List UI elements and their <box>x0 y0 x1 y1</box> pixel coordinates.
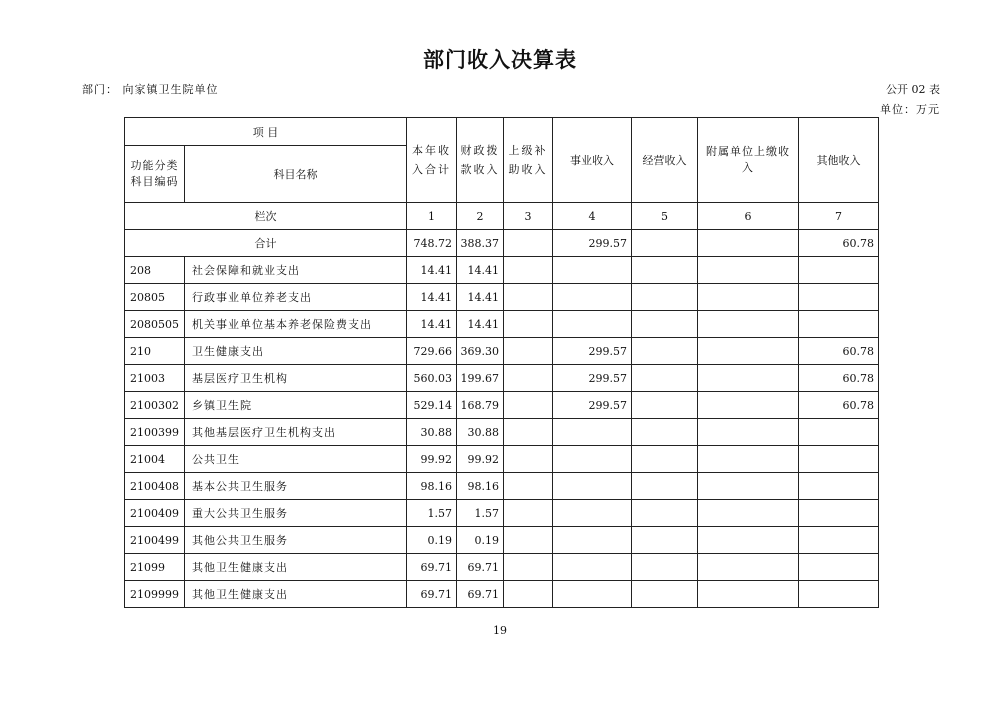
amount-cell <box>632 446 698 473</box>
col4-header: 事业收入 <box>553 118 632 203</box>
col1-header: 本年收入合计 <box>407 118 457 203</box>
amount-cell <box>504 284 553 311</box>
amount-cell <box>799 284 879 311</box>
col6-header: 附属单位上缴收入 <box>698 118 799 203</box>
amount-cell <box>698 473 799 500</box>
amount-cell <box>504 581 553 608</box>
col7-header: 其他收入 <box>799 118 879 203</box>
table-row <box>125 527 879 554</box>
amount-cell: 1.57 <box>407 500 457 527</box>
amount-cell <box>553 527 632 554</box>
amount-cell <box>504 392 553 419</box>
subject-code: 2100409 <box>125 500 185 527</box>
amount-cell <box>504 419 553 446</box>
amount-cell: 529.14 <box>407 392 457 419</box>
income-table <box>124 117 879 608</box>
amount-cell: 69.71 <box>457 554 504 581</box>
col-index: 4 <box>553 203 632 230</box>
amount-cell: 0.19 <box>407 527 457 554</box>
amount-cell: 369.30 <box>457 338 504 365</box>
amount-cell: 560.03 <box>407 365 457 392</box>
amount-cell <box>698 311 799 338</box>
amount-cell <box>504 554 553 581</box>
amount-cell <box>504 365 553 392</box>
subject-name: 其他卫生健康支出 <box>185 581 407 608</box>
subject-code: 2100499 <box>125 527 185 554</box>
subject-code: 2100302 <box>125 392 185 419</box>
subject-name: 其他公共卫生服务 <box>185 527 407 554</box>
amount-cell <box>698 257 799 284</box>
amount-cell <box>698 284 799 311</box>
amount-cell <box>698 554 799 581</box>
amount-cell <box>698 446 799 473</box>
amount-cell: 30.88 <box>407 419 457 446</box>
amount-cell <box>504 500 553 527</box>
amount-cell <box>553 419 632 446</box>
total-cell <box>698 230 799 257</box>
amount-cell: 299.57 <box>553 365 632 392</box>
col-index: 2 <box>457 203 504 230</box>
amount-cell <box>799 419 879 446</box>
subject-name: 社会保障和就业支出 <box>185 257 407 284</box>
amount-cell: 98.16 <box>457 473 504 500</box>
amount-cell <box>799 581 879 608</box>
amount-cell <box>698 392 799 419</box>
amount-cell: 14.41 <box>457 257 504 284</box>
amount-cell <box>553 473 632 500</box>
amount-cell <box>698 338 799 365</box>
amount-cell: 99.92 <box>457 446 504 473</box>
col5-header: 经营收入 <box>632 118 698 203</box>
subject-code: 20805 <box>125 284 185 311</box>
table-row <box>125 446 879 473</box>
amount-cell <box>799 500 879 527</box>
amount-cell: 1.57 <box>457 500 504 527</box>
amount-cell: 99.92 <box>407 446 457 473</box>
subject-name: 公共卫生 <box>185 446 407 473</box>
table-row <box>125 365 879 392</box>
department-label: 部门： 向家镇卫生院单位 <box>82 83 219 96</box>
amount-cell <box>553 257 632 284</box>
subject-code: 21004 <box>125 446 185 473</box>
total-label: 合计 <box>125 230 407 257</box>
amount-cell <box>632 365 698 392</box>
amount-cell <box>553 446 632 473</box>
amount-cell: 0.19 <box>457 527 504 554</box>
page-number: 19 <box>493 624 507 637</box>
amount-cell <box>799 554 879 581</box>
amount-cell: 30.88 <box>457 419 504 446</box>
amount-cell: 60.78 <box>799 365 879 392</box>
table-row <box>125 419 879 446</box>
amount-cell <box>632 311 698 338</box>
amount-cell: 14.41 <box>407 311 457 338</box>
amount-cell: 168.79 <box>457 392 504 419</box>
amount-cell: 60.78 <box>799 392 879 419</box>
table-row <box>125 338 879 365</box>
total-cell: 299.57 <box>553 230 632 257</box>
amount-cell <box>632 527 698 554</box>
amount-cell: 299.57 <box>553 392 632 419</box>
total-cell: 60.78 <box>799 230 879 257</box>
subject-code: 2080505 <box>125 311 185 338</box>
subject-name: 乡镇卫生院 <box>185 392 407 419</box>
amount-cell <box>504 257 553 284</box>
col-index: 7 <box>799 203 879 230</box>
amount-cell <box>632 419 698 446</box>
amount-cell <box>553 581 632 608</box>
form-number: 公开 02 表 <box>886 83 940 96</box>
amount-cell <box>632 392 698 419</box>
table-row <box>125 257 879 284</box>
code-header: 功能分类科目编码 <box>125 146 185 203</box>
page-title: 部门收入决算表 <box>423 48 577 72</box>
table-row <box>125 311 879 338</box>
amount-cell <box>504 527 553 554</box>
amount-cell <box>799 311 879 338</box>
amount-cell <box>504 338 553 365</box>
amount-cell <box>698 365 799 392</box>
total-cell: 388.37 <box>457 230 504 257</box>
subject-code: 2100408 <box>125 473 185 500</box>
amount-cell <box>553 284 632 311</box>
unit-label: 单位：万元 <box>880 103 940 116</box>
col3-header: 上级补助收入 <box>504 118 553 203</box>
name-header: 科目名称 <box>185 146 407 203</box>
table-row <box>125 554 879 581</box>
subject-name: 卫生健康支出 <box>185 338 407 365</box>
table-row <box>125 500 879 527</box>
amount-cell: 69.71 <box>407 554 457 581</box>
amount-cell <box>632 338 698 365</box>
amount-cell <box>553 554 632 581</box>
amount-cell <box>504 473 553 500</box>
table-row <box>125 392 879 419</box>
col-index: 3 <box>504 203 553 230</box>
amount-cell: 14.41 <box>457 284 504 311</box>
lanci-label: 栏次 <box>125 203 407 230</box>
amount-cell <box>632 473 698 500</box>
amount-cell: 14.41 <box>457 311 504 338</box>
subject-code: 210 <box>125 338 185 365</box>
table-row <box>125 581 879 608</box>
amount-cell: 14.41 <box>407 257 457 284</box>
amount-cell: 14.41 <box>407 284 457 311</box>
subject-name: 行政事业单位养老支出 <box>185 284 407 311</box>
amount-cell <box>632 554 698 581</box>
amount-cell <box>553 311 632 338</box>
subject-name: 其他卫生健康支出 <box>185 554 407 581</box>
subject-code: 208 <box>125 257 185 284</box>
amount-cell: 729.66 <box>407 338 457 365</box>
subject-name: 重大公共卫生服务 <box>185 500 407 527</box>
subject-name: 基本公共卫生服务 <box>185 473 407 500</box>
amount-cell <box>698 500 799 527</box>
amount-cell <box>799 446 879 473</box>
subject-name: 其他基层医疗卫生机构支出 <box>185 419 407 446</box>
subject-name: 基层医疗卫生机构 <box>185 365 407 392</box>
amount-cell <box>504 446 553 473</box>
amount-cell <box>632 284 698 311</box>
amount-cell: 69.71 <box>407 581 457 608</box>
amount-cell: 299.57 <box>553 338 632 365</box>
amount-cell: 98.16 <box>407 473 457 500</box>
amount-cell <box>632 581 698 608</box>
col2-header: 财政拨款收入 <box>457 118 504 203</box>
amount-cell <box>698 581 799 608</box>
col-index: 1 <box>407 203 457 230</box>
amount-cell <box>799 527 879 554</box>
total-cell <box>504 230 553 257</box>
amount-cell <box>698 419 799 446</box>
subject-code: 21099 <box>125 554 185 581</box>
col-index: 5 <box>632 203 698 230</box>
amount-cell <box>632 500 698 527</box>
amount-cell <box>799 473 879 500</box>
amount-cell <box>504 311 553 338</box>
amount-cell: 60.78 <box>799 338 879 365</box>
amount-cell: 69.71 <box>457 581 504 608</box>
amount-cell <box>632 257 698 284</box>
amount-cell <box>698 527 799 554</box>
amount-cell <box>799 257 879 284</box>
subject-code: 2109999 <box>125 581 185 608</box>
project-header: 项 目 <box>125 118 407 146</box>
col-index: 6 <box>698 203 799 230</box>
amount-cell <box>553 500 632 527</box>
table-row <box>125 473 879 500</box>
total-cell <box>632 230 698 257</box>
subject-code: 21003 <box>125 365 185 392</box>
amount-cell: 199.67 <box>457 365 504 392</box>
table-row <box>125 284 879 311</box>
subject-name: 机关事业单位基本养老保险费支出 <box>185 311 407 338</box>
total-cell: 748.72 <box>407 230 457 257</box>
subject-code: 2100399 <box>125 419 185 446</box>
